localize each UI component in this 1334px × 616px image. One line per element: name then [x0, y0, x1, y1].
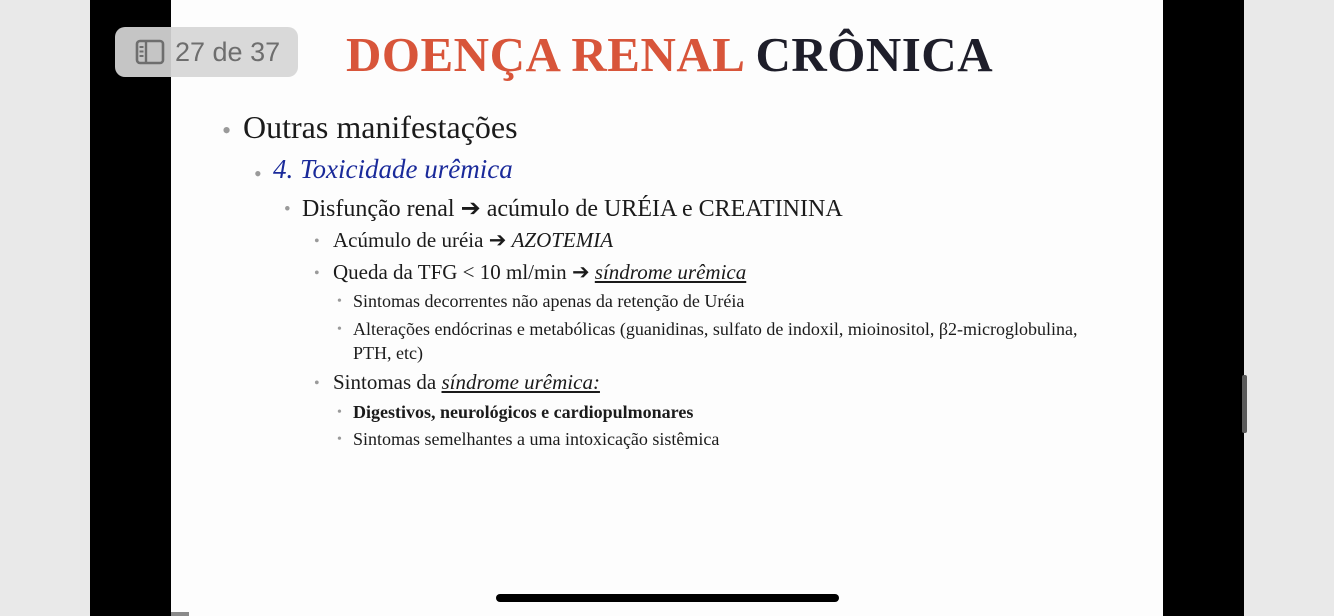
bullet-alteracoes-endocrinas: Alterações endócrinas e metabólicas (guanidinas, sulfato de indoxil, mioinositol, β2-microglobulina,	[353, 319, 1078, 339]
home-indicator[interactable]	[496, 594, 839, 602]
bullet: •	[314, 375, 320, 392]
bullet: •	[337, 432, 342, 447]
text-sindrome-uremica-2: síndrome urêmica:	[441, 370, 600, 394]
text-sindrome-uremica: síndrome urêmica	[594, 260, 747, 284]
bullet-sintomas-sindrome	[333, 370, 600, 395]
bullet-digestivos: Digestivos, neurológicos e cardiopulmonares	[353, 402, 694, 422]
text-disfuncao: Disfunção renal	[302, 196, 455, 222]
text-acumulo: acúmulo de URÉIA e CREATININA	[486, 196, 843, 222]
bullet-queda-tfg	[333, 260, 746, 285]
bullet-disfuncao-renal	[302, 194, 843, 223]
bullet-outras-manifestacoes: Outras manifestações	[243, 109, 518, 145]
bullet: •	[254, 161, 262, 186]
corner-mark	[171, 612, 189, 616]
bullet-sintomas-decorrentes: Sintomas decorrentes não apenas da retenção de Uréia	[353, 291, 745, 311]
bullet: •	[222, 116, 232, 145]
title-part-dark: CRÔNICA	[755, 27, 994, 82]
bullet: •	[337, 322, 342, 337]
bullet-acumulo-ureia	[333, 228, 613, 253]
bullet-intoxicacao: Sintomas semelhantes a uma intoxicação sistêmica	[353, 429, 720, 449]
bullet: •	[314, 265, 320, 282]
arrow-icon: ➔	[571, 260, 590, 284]
bullet: •	[314, 233, 320, 250]
arrow-icon: ➔	[488, 228, 507, 252]
bullet-toxicidade-uremica: 4. Toxicidade urêmica	[273, 154, 513, 184]
bullet: •	[337, 294, 342, 309]
bullet: •	[284, 199, 291, 220]
text-queda-tfg: Queda da TFG < 10 ml/min	[333, 260, 567, 284]
text-azotemia: AZOTEMIA	[511, 228, 614, 252]
sidebar-icon	[135, 39, 165, 65]
arrow-icon: ➔	[460, 194, 481, 222]
text-sintomas-da: Sintomas da	[333, 370, 437, 394]
title-part-red: DOENÇA RENAL	[346, 27, 743, 82]
scroll-handle[interactable]	[1242, 375, 1247, 433]
page-indicator-text: 27 de 37	[175, 36, 281, 67]
page-indicator-button[interactable]	[115, 27, 298, 77]
bullet: •	[337, 405, 342, 420]
text-acumulo-ureia: Acúmulo de uréia	[333, 228, 484, 252]
slide-title	[346, 26, 993, 83]
bullet-alteracoes-endocrinas-cont: PTH, etc)	[353, 343, 423, 363]
